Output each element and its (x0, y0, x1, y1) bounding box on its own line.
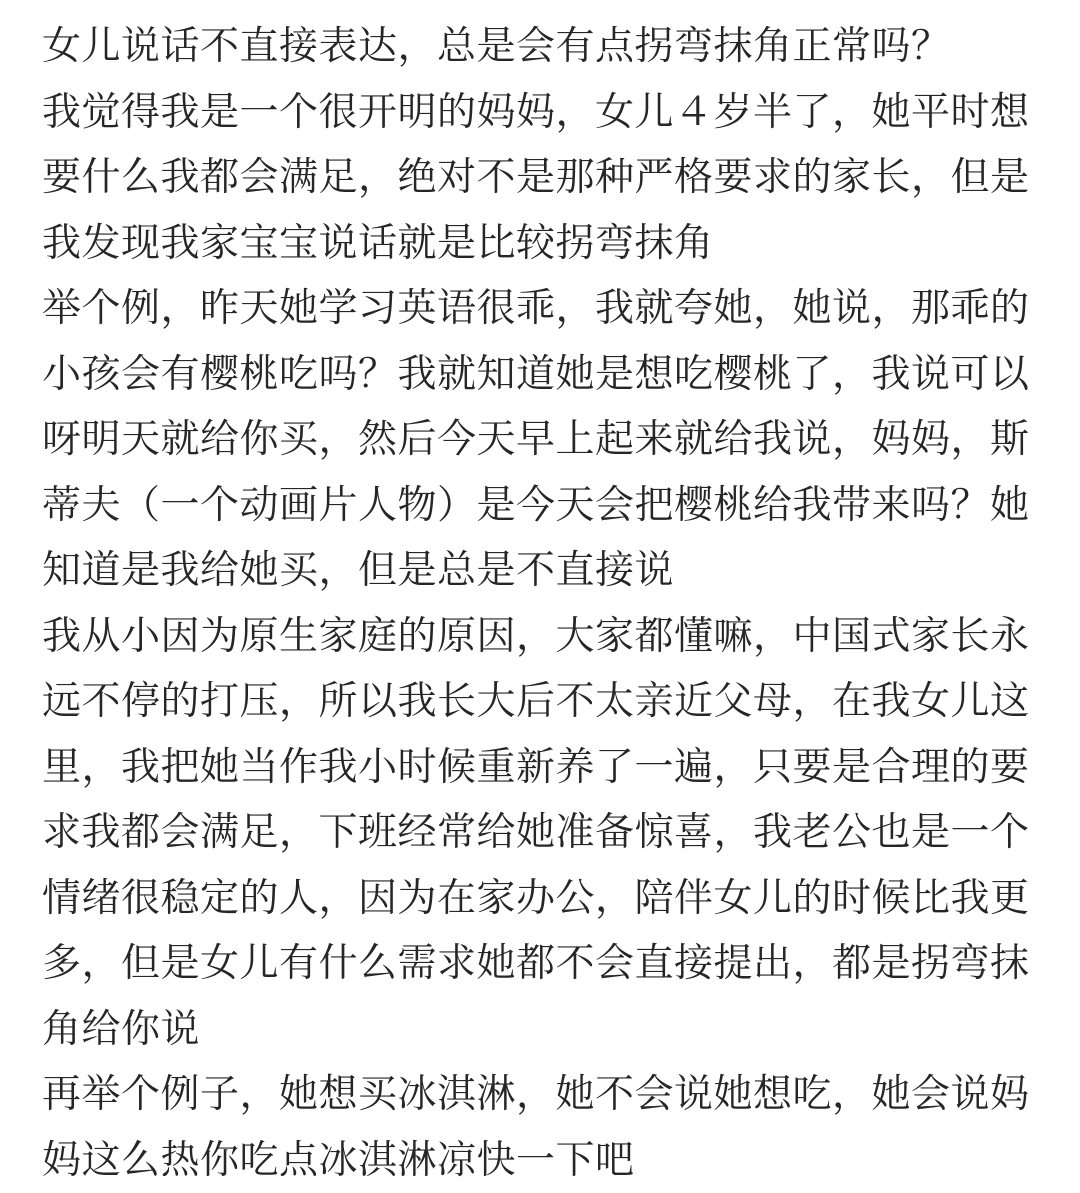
post-line: 我发现我家宝宝说话就是比较拐弯抹角 (42, 211, 1052, 277)
post-line: 里，我把她当作我小时候重新养了一遍，只要是合理的要 (42, 735, 1052, 801)
post-title: 女儿说话不直接表达，总是会有点拐弯抹角正常吗？ (42, 14, 1052, 80)
post-line: 多，但是女儿有什么需求她都不会直接提出，都是拐弯抹 (42, 931, 1052, 997)
post-line: 知道是我给她买，但是总是不直接说 (42, 538, 1052, 604)
post-line: 再举个例子，她想买冰淇淋，她不会说她想吃，她会说妈 (42, 1062, 1052, 1128)
post-line: 呀明天就给你买，然后今天早上起来就给我说，妈妈，斯 (42, 407, 1052, 473)
post-line: 要什么我都会满足，绝对不是那种严格要求的家长，但是 (42, 145, 1052, 211)
post-line: 情绪很稳定的人，因为在家办公，陪伴女儿的时候比我更 (42, 866, 1052, 932)
post-line: 妈这么热你吃点冰淇淋凉快一下吧 (42, 1128, 1052, 1193)
post-line: 角给你说 (42, 997, 1052, 1063)
post-line: 小孩会有樱桃吃吗？我就知道她是想吃樱桃了，我说可以 (42, 342, 1052, 408)
post-line: 举个例，昨天她学习英语很乖，我就夸她，她说，那乖的 (42, 276, 1052, 342)
post-line: 我从小因为原生家庭的原因，大家都懂嘛，中国式家长永 (42, 604, 1052, 670)
post-line: 蒂夫（一个动画片人物）是今天会把樱桃给我带来吗？她 (42, 473, 1052, 539)
post-line: 我觉得我是一个很开明的妈妈，女儿４岁半了，她平时想 (42, 80, 1052, 146)
post-body (42, 14, 1052, 1193)
post-line: 远不停的打压，所以我长大后不太亲近父母，在我女儿这 (42, 669, 1052, 735)
post-line: 求我都会满足，下班经常给她准备惊喜，我老公也是一个 (42, 800, 1052, 866)
